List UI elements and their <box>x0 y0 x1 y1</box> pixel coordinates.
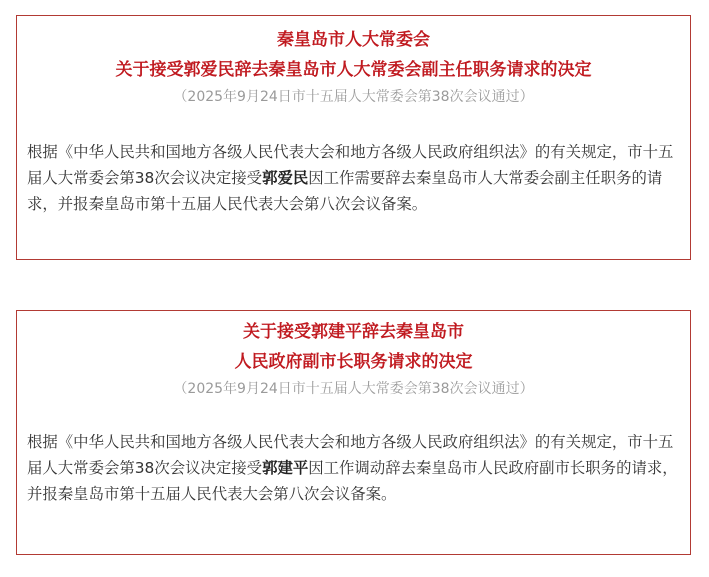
decision-body <box>27 429 678 507</box>
decision-body-before: 根据《中华人民共和国地方各级人民代表大会和地方各级人民政府组织法》的有关规定，市十五届人大常委会第38次会议决定接受 <box>27 433 674 477</box>
decision-card-vice-director <box>16 15 691 260</box>
decision-body-before: 根据《中华人民共和国地方各级人民代表大会和地方各级人民政府组织法》的有关规定，市十五届人大常委会第38次会议决定接受 <box>27 143 674 187</box>
decision-person-name: 郭爱民 <box>262 169 309 187</box>
decision-person-name: 郭建平 <box>262 459 309 477</box>
decision-title: 关于接受郭爱民辞去秦皇岛市人大常委会副主任职务请求的决定 <box>115 60 592 80</box>
decision-body-after: 因工作需要辞去秦皇岛市人大常委会副主任职务的请求，并报秦皇岛市第十五届人民代表大会第八次会议备案。 <box>27 169 663 213</box>
decision-body <box>27 139 678 217</box>
decision-date-note: （2025年9月24日市十五届人大常委会第38次会议通过） <box>173 89 534 105</box>
decision-date-note: （2025年9月24日市十五届人大常委会第38次会议通过） <box>173 381 534 397</box>
decision-title-line-2: 人民政府副市长职务请求的决定 <box>234 352 473 372</box>
decision-title-line-1: 关于接受郭建平辞去秦皇岛市 <box>243 322 464 342</box>
decision-card-vice-mayor <box>16 310 691 555</box>
decision-body-after: 因工作调动辞去秦皇岛市人民政府副市长职务的请求，并报秦皇岛市第十五届人民代表大会第八次会议备案。 <box>27 459 678 503</box>
decision-issuer-title: 秦皇岛市人大常委会 <box>277 30 430 50</box>
